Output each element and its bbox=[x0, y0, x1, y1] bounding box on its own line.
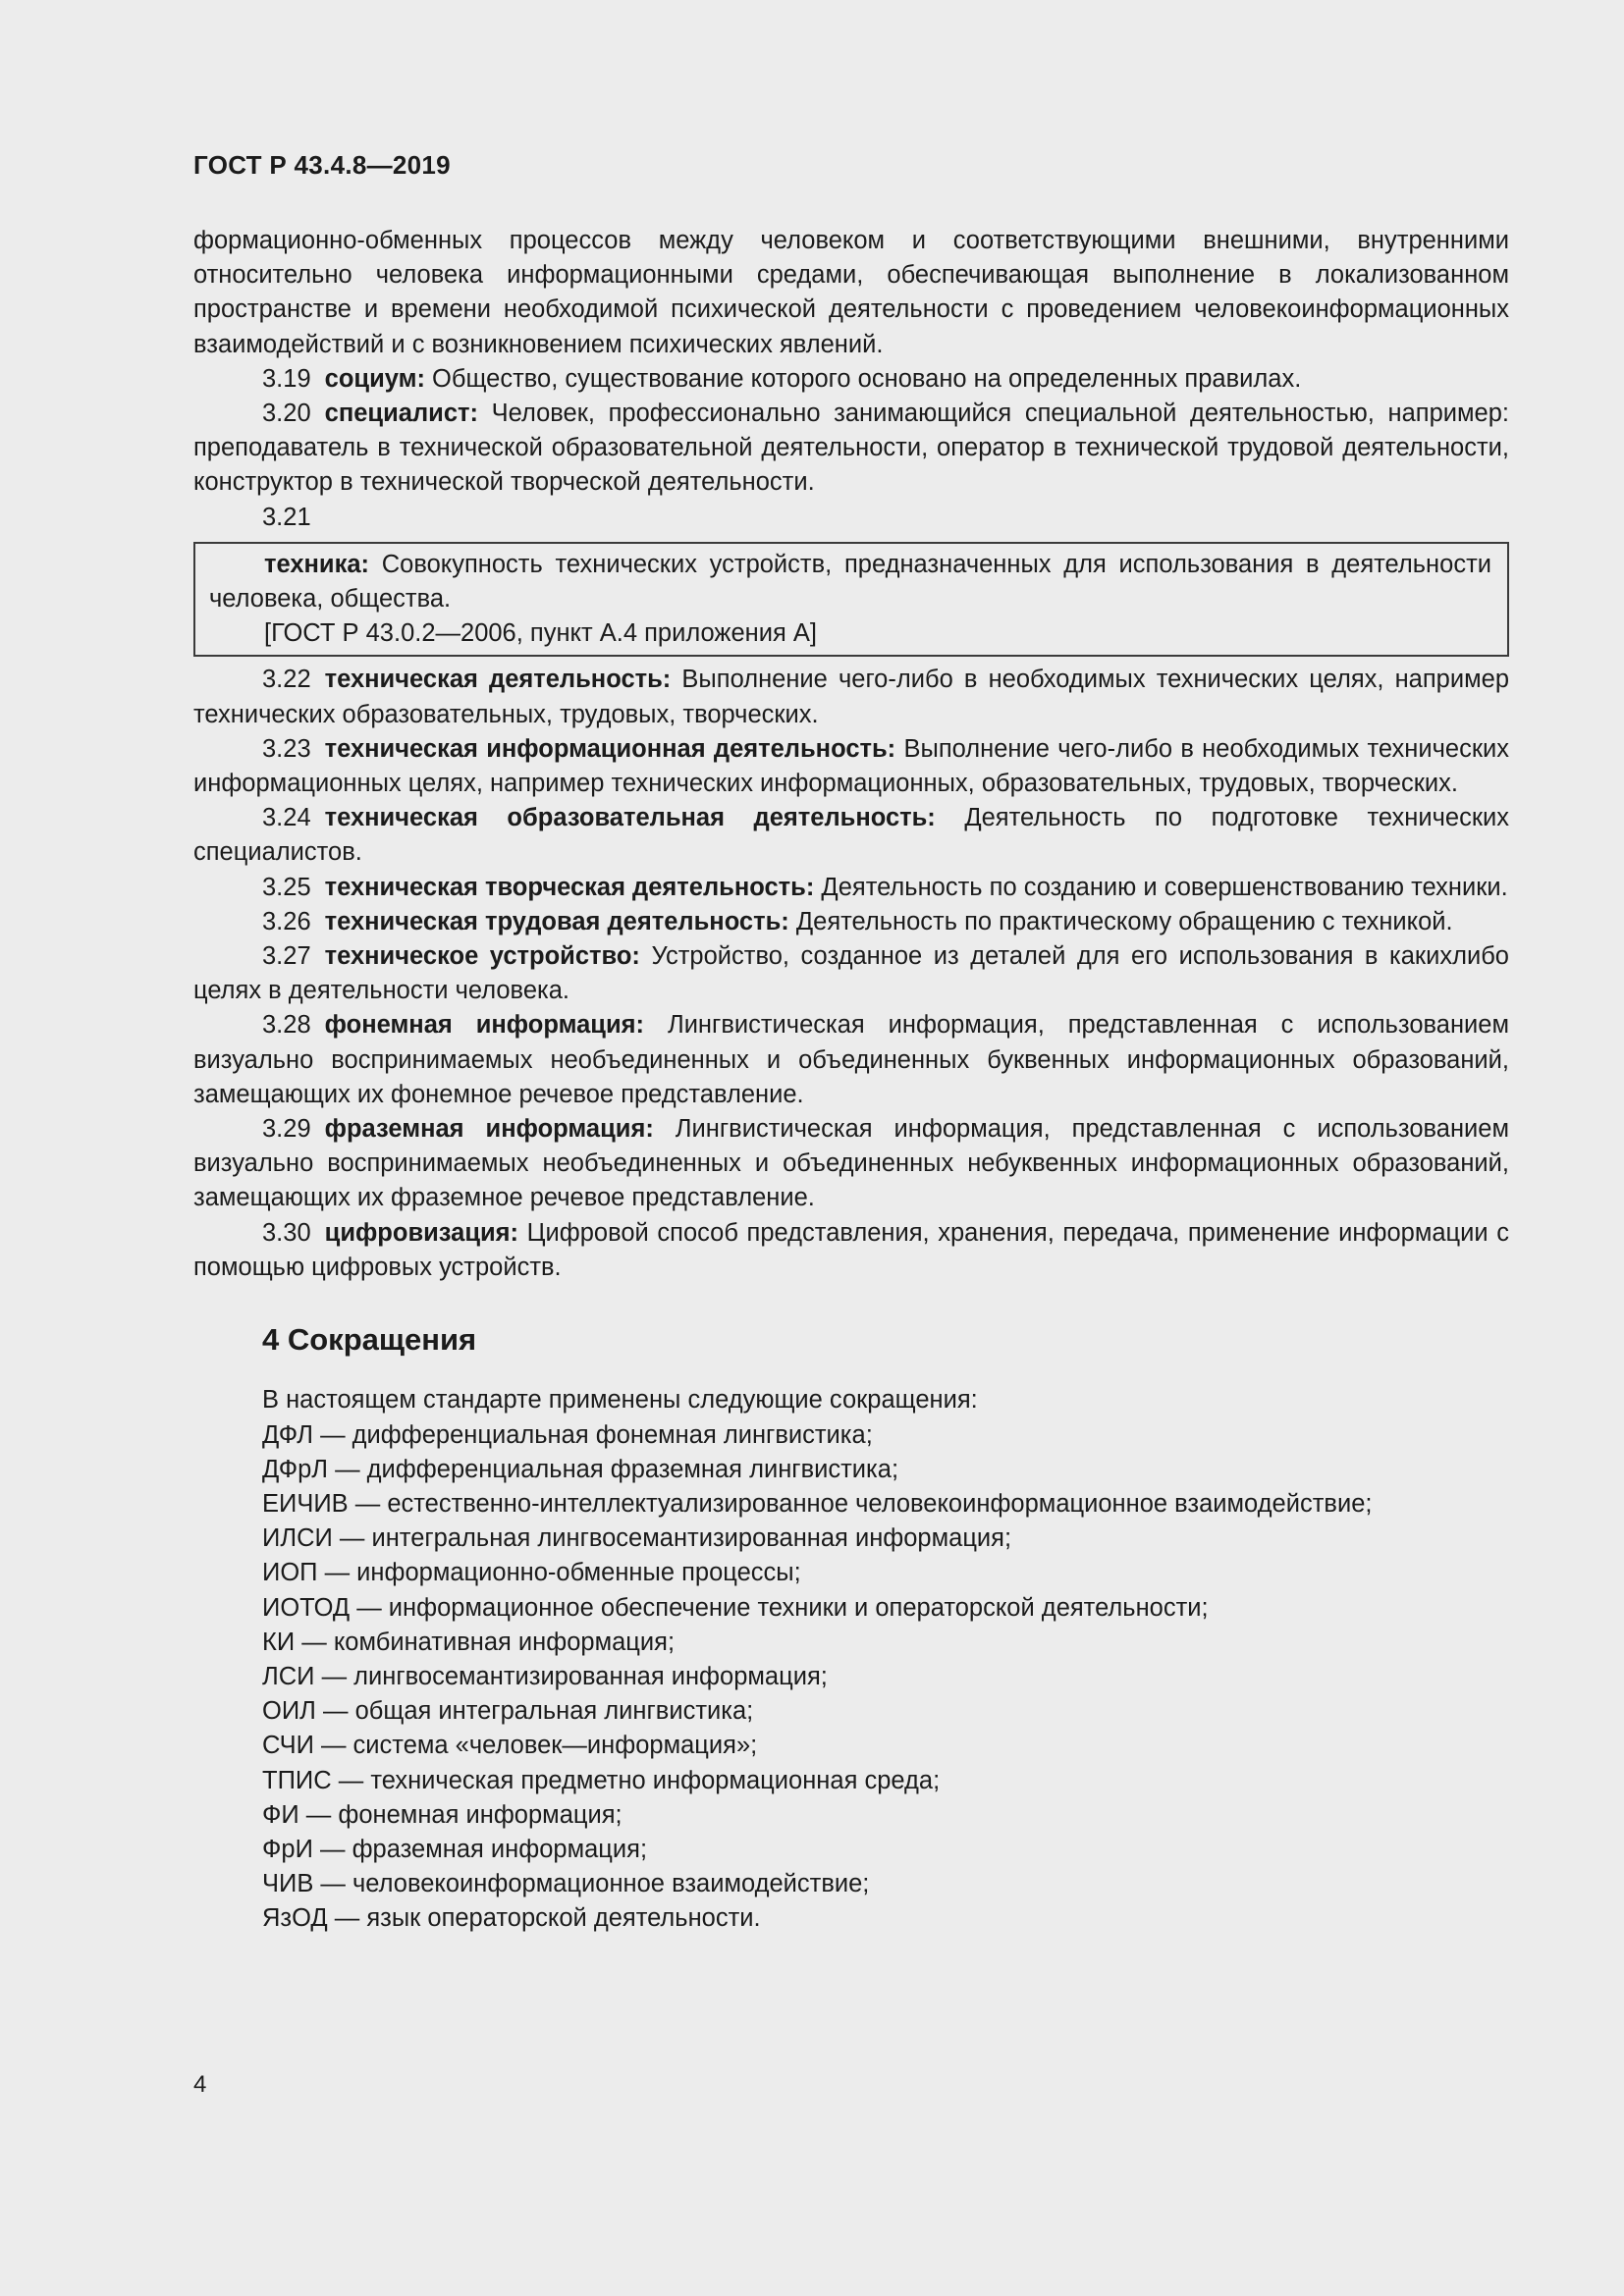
abbreviation-item: ЕИЧИВ — естественно-интеллектуализированное человекоинформационное взаимодействие; bbox=[262, 1489, 1373, 1518]
definition-3-22 bbox=[193, 663, 1509, 731]
section-heading: 4 Сокращения bbox=[262, 1322, 477, 1358]
continuation-paragraph: формационно-обменных процессов между человеком и соответствующими внешними, внутренними относительно человека информационными средами, обеспечивающая выполнение в локализованном пространстве и времени необходимой психической деятельности с проведением человекоинформационных взаимодействий и с возникновением психических явлений. bbox=[193, 227, 1509, 358]
abbreviations-list bbox=[193, 1383, 1509, 1936]
definition-number: 3.30 bbox=[262, 1218, 311, 1247]
abbreviation-item: ЛСИ — лингвосемантизированная информация; bbox=[262, 1662, 828, 1690]
definition-text: Общество, существование которого основано на определенных правилах. bbox=[424, 364, 1302, 393]
definition-text: Человек, профессионально занимающийся специальной деятельностью, например: преподаватель в технической образовательной деятельности, оператор в технической трудовой деятельности, конструктор в технической творческой деятельности. bbox=[193, 400, 1509, 497]
page-body bbox=[193, 224, 1509, 1937]
abbreviation-item: ФрИ — фраземная информация; bbox=[262, 1835, 648, 1863]
definition-reference: [ГОСТ Р 43.0.2—2006, пункт А.4 приложения А] bbox=[264, 619, 817, 648]
abbreviation-item: ЯзОД — язык операторской деятельности. bbox=[262, 1904, 761, 1933]
definition-number: 3.22 bbox=[262, 666, 311, 694]
definition-number: 3.29 bbox=[262, 1115, 311, 1144]
definition-number: 3.21 bbox=[262, 503, 311, 531]
abbreviation-item: ФИ — фонемная информация; bbox=[262, 1800, 623, 1829]
definition-term: фраземная информация: bbox=[324, 1115, 654, 1144]
definition-3-28 bbox=[193, 1008, 1509, 1112]
definition-term: техническая образовательная деятельность: bbox=[324, 804, 936, 832]
definition-text: Лингвистическая информация, представленная с использованием визуально воспринимаемых необъединенных и объединенных небуквенных информационных образований, замещающих их фраземное речевое представление. bbox=[193, 1115, 1509, 1212]
definition-text: Выполнение чего-либо в необходимых технических информационных целях, например технических информационных, образовательных, трудовых, творческих. bbox=[193, 734, 1509, 798]
definition-number: 3.26 bbox=[262, 907, 311, 935]
abbreviation-item: ТПИС — техническая предметно информационная среда; bbox=[262, 1766, 941, 1794]
definition-term: техническая трудовая деятельность: bbox=[324, 907, 789, 935]
definition-term: специалист: bbox=[324, 400, 478, 428]
definition-number: 3.19 bbox=[262, 364, 311, 393]
definition-text: Лингвистическая информация, представленная с использованием визуально воспринимаемых необъединенных и объединенных буквенных информационных образований, замещающих их фонемное речевое представление. bbox=[193, 1011, 1510, 1108]
definition-3-21 bbox=[209, 548, 1491, 616]
definition-text: Цифровой способ представления, хранения, передача, применение информации с помощью цифровых устройств. bbox=[193, 1218, 1509, 1281]
definition-term: цифровизация: bbox=[324, 1218, 519, 1247]
definition-3-24 bbox=[193, 801, 1509, 870]
definition-3-25 bbox=[193, 871, 1509, 905]
definition-number: 3.27 bbox=[262, 942, 311, 971]
definition-3-29 bbox=[193, 1112, 1509, 1216]
page-number: 4 bbox=[193, 2071, 207, 2098]
definition-text: Совокупность технических устройств, предназначенных для использования в деятельности человека, общества. bbox=[209, 550, 1491, 614]
abbreviation-item: ОИЛ — общая интегральная лингвистика; bbox=[262, 1697, 754, 1726]
definition-text: Деятельность по практическому обращению с техникой. bbox=[788, 907, 1453, 935]
abbreviation-item: ЧИВ — человекоинформационное взаимодействие; bbox=[262, 1870, 870, 1898]
definition-term: техника: bbox=[264, 550, 370, 578]
definition-3-19 bbox=[193, 362, 1509, 397]
definition-number: 3.25 bbox=[262, 873, 311, 901]
definition-text: Деятельность по подготовке технических специалистов. bbox=[193, 804, 1509, 867]
definition-term: социум: bbox=[324, 364, 425, 393]
abbreviation-item: ДФЛ — дифференциальная фонемная лингвистика; bbox=[262, 1420, 873, 1449]
definition-text: Деятельность по созданию и совершенствованию техники. bbox=[814, 873, 1508, 901]
definition-number: 3.24 bbox=[262, 804, 311, 832]
definition-term: фонемная информация: bbox=[324, 1011, 645, 1040]
definition-term: техническая деятельность: bbox=[324, 666, 672, 694]
definition-number: 3.28 bbox=[262, 1011, 311, 1040]
boxed-definition bbox=[193, 542, 1509, 658]
definition-number: 3.23 bbox=[262, 734, 311, 763]
definition-3-23 bbox=[193, 732, 1509, 801]
definition-number: 3.20 bbox=[262, 400, 311, 428]
definition-term: техническая творческая деятельность: bbox=[324, 873, 815, 901]
abbreviation-item: ДФрЛ — дифференциальная фраземная лингвистика; bbox=[262, 1455, 899, 1483]
abbreviation-item: КИ — комбинативная информация; bbox=[262, 1628, 676, 1656]
abbreviation-item: СЧИ — система «человек—информация»; bbox=[262, 1732, 758, 1760]
abbreviations-intro: В настоящем стандарте применены следующие сокращения: bbox=[262, 1386, 978, 1415]
document-header: ГОСТ Р 43.4.8—2019 bbox=[193, 150, 451, 180]
definition-text: Выполнение чего-либо в необходимых технических целях, например технических образовательных, трудовых, творческих. bbox=[193, 666, 1509, 728]
definition-text: Устройство, созданное из деталей для его использования в какихлибо целях в деятельности человека. bbox=[193, 942, 1509, 1005]
definition-3-20 bbox=[193, 397, 1509, 501]
abbreviation-item: ИОП — информационно-обменные процессы; bbox=[262, 1559, 801, 1587]
definition-term: техническое устройство: bbox=[324, 942, 640, 971]
abbreviation-item: ИОТОД — информационное обеспечение техники и операторской деятельности; bbox=[262, 1593, 1209, 1622]
definition-3-21-number bbox=[193, 501, 1509, 535]
definition-term: техническая информационная деятельность: bbox=[324, 734, 896, 763]
definition-3-30 bbox=[193, 1216, 1509, 1285]
abbreviation-item: ИЛСИ — интегральная лингвосемантизированная информация; bbox=[262, 1524, 1012, 1553]
definition-3-26 bbox=[193, 905, 1509, 939]
definition-3-27 bbox=[193, 939, 1509, 1008]
